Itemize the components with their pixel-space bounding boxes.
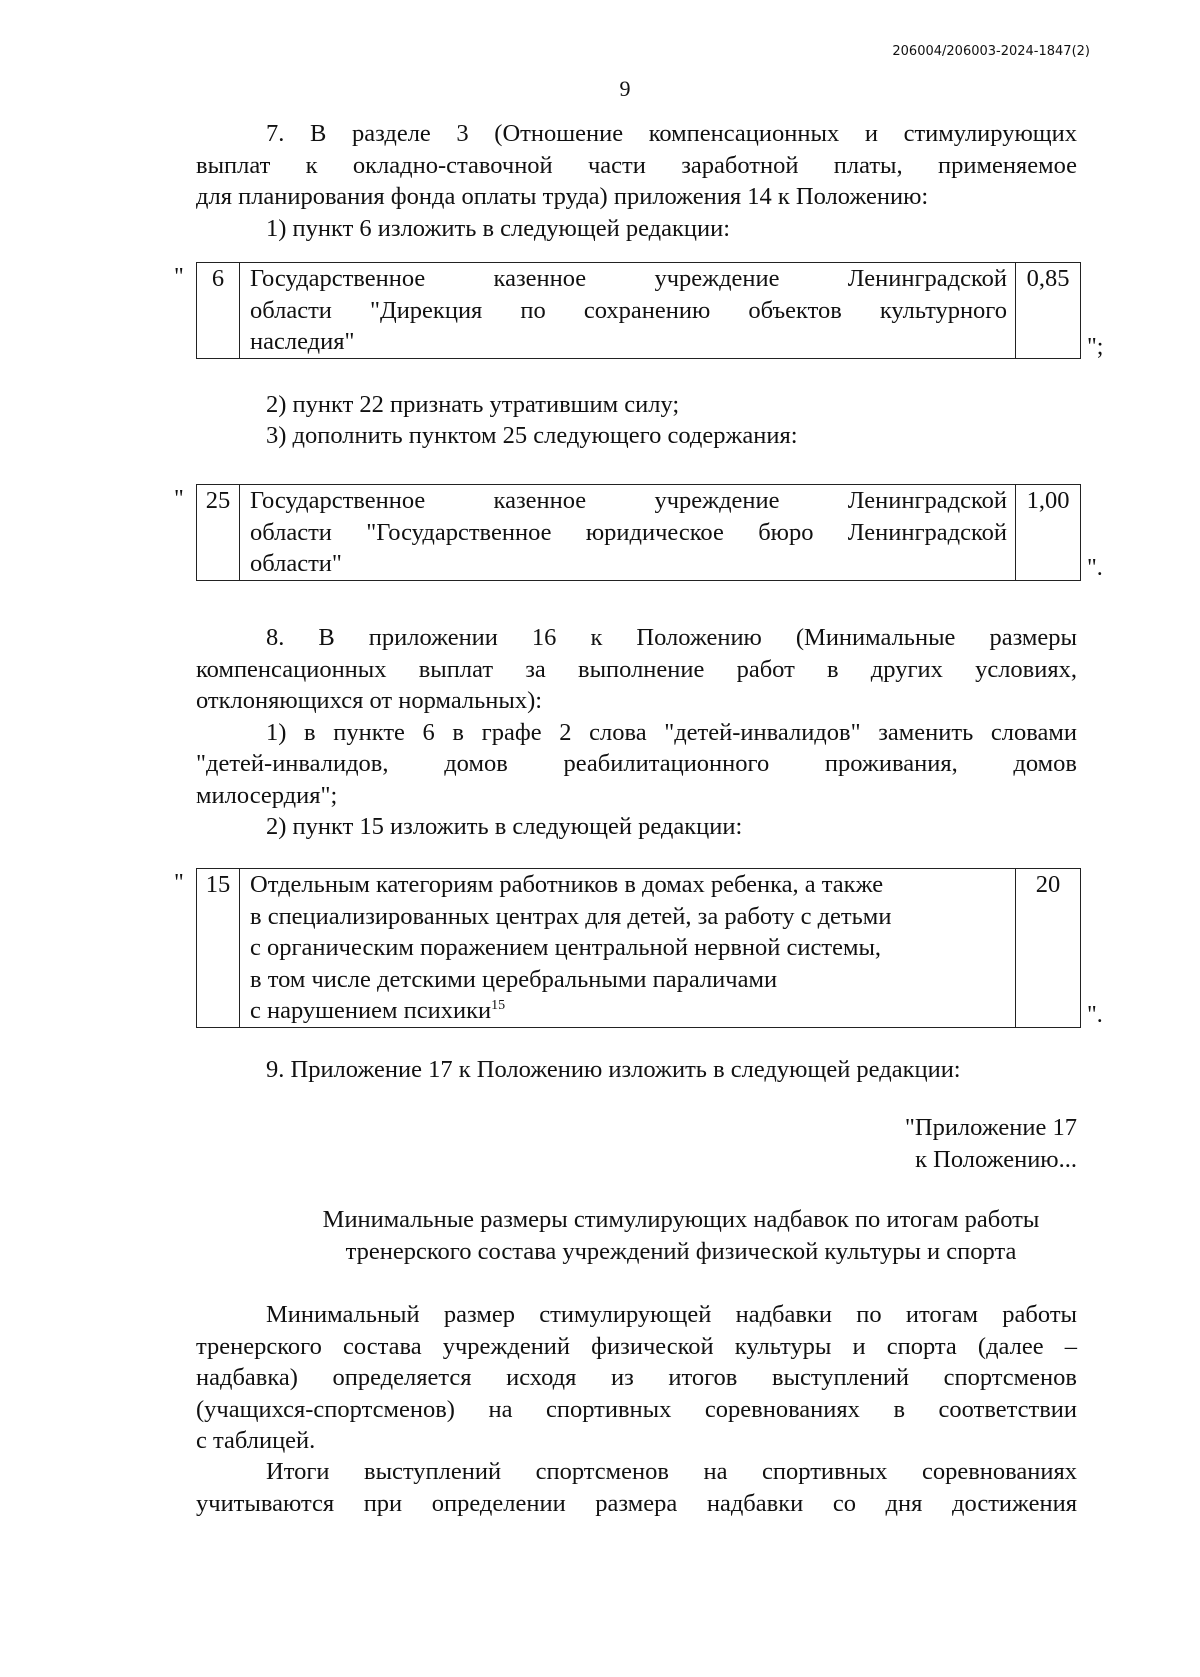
paragraph-7-item-1: 1) пункт 6 изложить в следующей редакции: bbox=[266, 214, 731, 242]
close-quote: ". bbox=[1087, 1002, 1103, 1028]
paragraph-8 bbox=[196, 622, 1077, 843]
footnote-marker: 15 bbox=[491, 997, 506, 1013]
text-line: учитываются при определении размера надбавки со дня достижения bbox=[196, 1489, 1077, 1517]
paragraph-7 bbox=[196, 118, 1077, 244]
row-description bbox=[240, 263, 1016, 359]
table-row-15 bbox=[196, 868, 1081, 1028]
text-line: (учащихся-спортсменов) на спортивных соревнованиях в соответствии bbox=[196, 1395, 1077, 1423]
item-3: 3) дополнить пунктом 25 следующего содержания: bbox=[266, 422, 798, 449]
text-line: Минимальный размер стимулирующей надбавки по итогам работы bbox=[266, 1301, 1077, 1328]
table-row-25 bbox=[196, 484, 1081, 581]
table-row-6 bbox=[196, 262, 1081, 359]
text-line: 7. В разделе 3 (Отношение компенсационных и стимулирующих bbox=[266, 120, 1077, 147]
open-quote: " bbox=[174, 870, 184, 896]
text-line: области" bbox=[250, 550, 342, 577]
text-line: в том числе детскими церебральными параличами bbox=[250, 965, 778, 993]
text-line: с таблицей. bbox=[196, 1427, 316, 1454]
paragraph-9: 9. Приложение 17 к Положению изложить в следующей редакции: bbox=[266, 1056, 961, 1083]
text-line: в специализированных центрах для детей, за работу с детьми bbox=[250, 902, 892, 930]
text-line: 8. В приложении 16 к Положению (Минимальные размеры bbox=[266, 624, 1077, 651]
row-number: 25 bbox=[197, 485, 240, 581]
row-number: 15 bbox=[197, 869, 240, 1028]
document-number: 206004/206003-2024-1847(2) bbox=[892, 44, 1090, 59]
body-paragraph-1 bbox=[196, 1299, 1077, 1457]
paragraph-8-item-2: 2) пункт 15 изложить в следующей редакции: bbox=[266, 813, 743, 840]
text-line: компенсационных выплат за выполнение работ в других условиях, bbox=[196, 655, 1077, 683]
row-value: 1,00 bbox=[1016, 485, 1081, 581]
row-description bbox=[240, 485, 1016, 581]
open-quote: " bbox=[174, 486, 184, 512]
text-line: Отдельным категориям работников в домах ребенка, а также bbox=[250, 871, 884, 898]
text-line: Государственное казенное учреждение Ленинградской bbox=[250, 265, 1007, 292]
text-line: с органическим поражением центральной нервной системы, bbox=[250, 934, 882, 961]
close-quote: "; bbox=[1087, 334, 1104, 360]
appendix-reference: "Приложение 17 к Положению... bbox=[904, 1114, 1077, 1173]
text-line: тренерского состава учреждений физической культуры и спорта (далее – bbox=[196, 1332, 1077, 1360]
text-line: области "Дирекция по сохранению объектов культурного bbox=[250, 296, 1007, 324]
text-line: области "Государственное юридическое бюро Ленинградской bbox=[250, 518, 1007, 546]
text-line: надбавка) определяется исходя из итогов выступлений спортсменов bbox=[196, 1364, 1077, 1391]
text-line: наследия" bbox=[250, 328, 355, 355]
close-quote: ". bbox=[1087, 555, 1103, 581]
text-line: Итоги выступлений спортсменов на спортивных соревнованиях bbox=[266, 1458, 1077, 1485]
text-line: "детей-инвалидов, домов реабилитационного проживания, домов bbox=[196, 750, 1077, 777]
text-line: Государственное казенное учреждение Ленинградской bbox=[250, 487, 1007, 514]
text-line: с нарушением психики$^{15}$ bbox=[250, 997, 506, 1024]
row-number: 6 bbox=[197, 263, 240, 359]
text-line: отклоняющихся от нормальных): bbox=[196, 687, 543, 714]
text-line: милосердия"; bbox=[196, 781, 338, 809]
row-value: 0,85 bbox=[1016, 263, 1081, 359]
appendix-title: Минимальные размеры стимулирующих надбавок по итогам работы тренерского состава учреждений физической культуры и спорта bbox=[322, 1206, 1040, 1265]
open-quote: " bbox=[174, 264, 184, 290]
page-number: 9 bbox=[619, 76, 631, 101]
text-line: выплат к окладно-ставочной части заработной платы, применяемое bbox=[196, 151, 1077, 179]
row-description bbox=[240, 869, 1016, 1028]
row-value: 20 bbox=[1016, 869, 1081, 1028]
text-line: для планирования фонда оплаты труда) приложения 14 к Положению: bbox=[196, 183, 929, 210]
body-paragraph-2 bbox=[196, 1456, 1077, 1519]
text-line: 1) в пункте 6 в графе 2 слова "детей-инвалидов" заменить словами bbox=[266, 718, 1077, 746]
item-2: 2) пункт 22 признать утратившим силу; bbox=[266, 391, 680, 418]
